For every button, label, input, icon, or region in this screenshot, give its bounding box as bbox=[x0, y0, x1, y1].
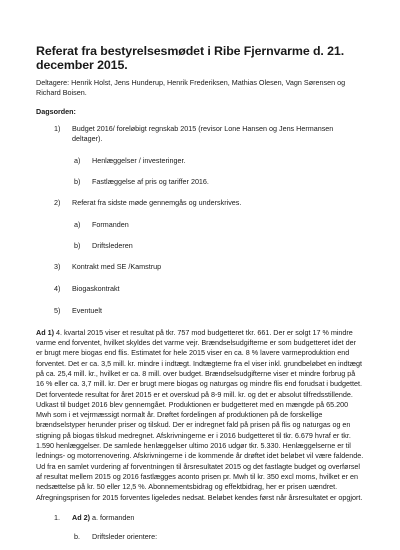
minutes-subitem-text: Driftsleder orientere: bbox=[92, 531, 158, 541]
minutes-subitem bbox=[74, 532, 364, 542]
agenda-item bbox=[54, 306, 364, 316]
agenda-list bbox=[36, 124, 364, 316]
agenda-item-text: Budget 2016/ foreløbigt regnskab 2015 (revisor Lone Hansen og Jens Hermansen deltager). bbox=[72, 123, 334, 143]
minutes-item-text: a. formanden bbox=[89, 512, 135, 522]
agenda-item-text: Referat fra sidste møde gennemgås og underskrives. bbox=[72, 197, 242, 207]
agenda-subitem-letter: a) bbox=[74, 155, 81, 165]
agenda-subitem-text: Henlæggelser / investeringer. bbox=[92, 155, 186, 165]
agenda-subitem-text: Driftslederen bbox=[92, 240, 133, 250]
agenda-subitem-text: Formanden bbox=[92, 219, 129, 229]
agenda-item-text: Kontrakt med SE /Kamstrup bbox=[72, 261, 162, 271]
agenda-item bbox=[54, 198, 364, 208]
agenda-item-text: Eventuelt bbox=[72, 305, 102, 315]
agenda-item-number: 2) bbox=[54, 197, 61, 207]
ad1-paragraph bbox=[36, 328, 364, 503]
ad1-text: 4. kvartal 2015 viser et resultat på tkr. 757 mod budgetteret tkr. 661. Der er solgt 17 % mindre varme end forventet, hvilket skyldes det varme vejr. Brændselsudgifterne er som budgetteret idet der er brugt mere biogas end flis. Estimatet for hele 2015 viser en ca. 8 % lavere varmeproduktion end forventet. Det er ca. 3,5 mill. kr. mindre i indtægt. Indtægterne fra el viser inkl. grundbeløbet en indtægt på ca. 25,4 mill. kr., hvilket er ca. 8 mill. over budget. Brændselsudgifterne viser et mindre forbrug på 16 % eller ca. 3,7 mill. kr. Der er brugt mere biogas og naturgas og mindre flis end forudsat i budgettet. Det forventede resultat for året 2015 er et overskud på 8-9 mill. kr. og det er absolut tilfredsstillende. Udkast til budget 2016 blev gennemgået. Produktionen er budgetteret med en mængde på 65.200 Mwh som i et vejrmæssigt normalt år. Drøftet fordelingen af produktionen på de forskellige brændselstyper herunder priser og tilskud. Der er indregnet fald på prisen på flis og naturgas og en stigning på biogas tilskud medregnet. Afskrivningerne er i 2016 budgetteret til tkr. 6.679 hvraf er tkr. 1.590 henlæggelser. De samlede henlæggelser ultimo 2016 udgør tkr. 5.330. Henlæggelserne er til lednings- og motorrenovering. Afskrivningerne i de kommende år drøftet idet beløbet vil være faldende. Ud fra en samlet vurdering af forventningen til årsresultatet 2015 og det fastlagte budget og overførsel af resultat mellem 2015 og 2016 fastlægges aconto prisen pr. Mwh til kr. 350 excl moms, hvilket er en nedsættelse på kr. 50 eller 12,5 %. Abonnementsbidrag og effektbidrag, her er prisen uændret. Afregningsprisen for 2015 forventes ligeledes nedsat. Beløbet kendes først når årsresultatet er opgjort. bbox=[36, 327, 364, 502]
agenda-item-text: Biogaskontrakt bbox=[72, 283, 120, 293]
agenda-item-number: 1) bbox=[54, 123, 61, 133]
agenda-item bbox=[54, 262, 364, 272]
minutes-subitem-letter: b. bbox=[74, 531, 80, 541]
attendees-line: Deltagere: Henrik Holst, Jens Hunderup, Henrik Frederiksen, Mathias Olesen, Vagn Sørensen og Richard Boisen. bbox=[36, 78, 346, 98]
agenda-subitem bbox=[74, 220, 364, 230]
minutes-item-content bbox=[72, 513, 134, 523]
agenda-item-number: 5) bbox=[54, 305, 61, 315]
agenda-item bbox=[54, 284, 364, 294]
agenda-item-number: 3) bbox=[54, 261, 61, 271]
agenda-subitem-letter: b) bbox=[74, 240, 81, 250]
agenda-subitem-text: Fastlæggelse af pris og tariffer 2016. bbox=[92, 176, 209, 186]
document-title: Referat fra bestyrelsesmødet i Ribe Fjernvarme d. 21. december 2015. bbox=[36, 44, 345, 72]
minutes-item-label: Ad 2) bbox=[72, 512, 90, 522]
agenda-subitem bbox=[74, 241, 364, 251]
minutes-item bbox=[54, 513, 364, 523]
ad1-label: Ad 1) bbox=[36, 327, 54, 337]
agenda-subitem-letter: a) bbox=[74, 219, 81, 229]
minutes-item-number: 1. bbox=[54, 512, 60, 522]
agenda-subitem-letter: b) bbox=[74, 176, 81, 186]
agenda-subitem bbox=[74, 156, 364, 166]
agenda-item bbox=[54, 124, 364, 144]
agenda-header: Dagsorden: bbox=[36, 106, 76, 116]
agenda-subitem bbox=[74, 177, 364, 187]
agenda-item-number: 4) bbox=[54, 283, 61, 293]
